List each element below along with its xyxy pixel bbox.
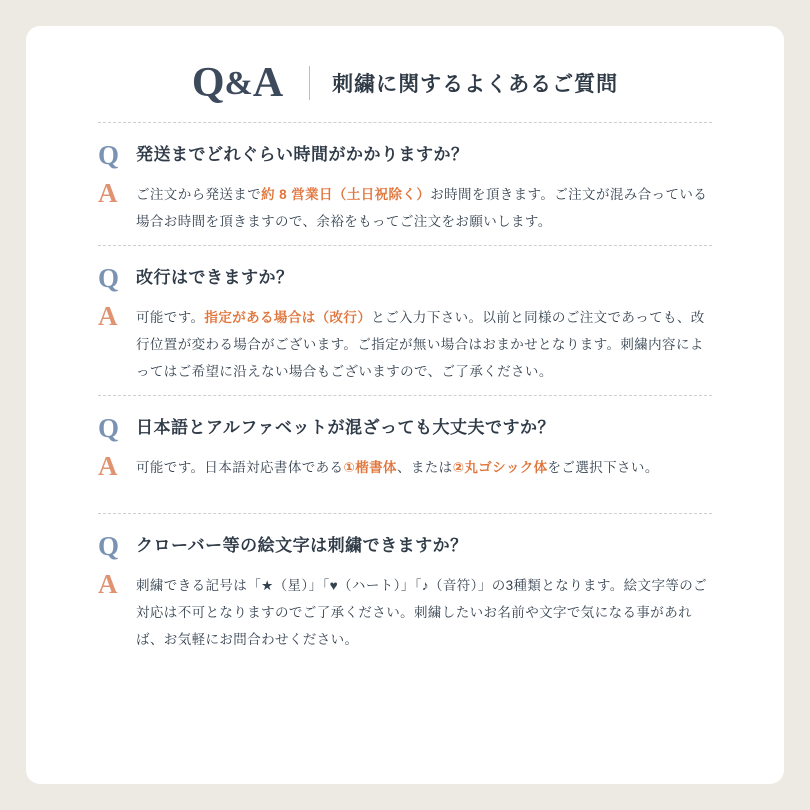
- faq-list: [98, 114, 712, 663]
- faq-answer-text: [136, 452, 712, 481]
- body-text: 、または: [396, 460, 453, 475]
- body-text: お時間を頂きます。ご注文が混み合っている場合お時間を頂きますので、余裕をもってご注文をお願いします。: [136, 187, 708, 229]
- answer-mark-icon: A: [98, 569, 118, 599]
- faq-question-text: クローバー等の絵文字は刺繍できますか？: [136, 536, 468, 555]
- qa-logo-q: Q: [191, 60, 225, 106]
- answer-mark-icon: A: [98, 451, 118, 481]
- section-spacer: [98, 481, 712, 503]
- faq-answer-text: [136, 179, 712, 235]
- faq-question-row: [98, 264, 712, 292]
- body-text: 可能です。日本語対応書体である: [136, 460, 344, 475]
- qa-logo-a: A: [252, 60, 284, 106]
- question-mark-icon: Q: [98, 263, 120, 293]
- body-text: をご選択下さい。: [547, 460, 659, 475]
- faq-answer-row: [98, 570, 712, 653]
- body-text: ご注文から発送まで: [136, 187, 262, 202]
- faq-answer-row: [98, 179, 712, 235]
- highlighted-text: 指定がある場合は（改行）: [204, 310, 372, 325]
- question-mark-icon: Q: [98, 413, 120, 443]
- faq-item: [98, 245, 712, 395]
- answer-mark-icon: A: [98, 301, 118, 331]
- highlighted-text: 約 8 営業日（土日祝除く）: [261, 187, 431, 202]
- qa-logo: [192, 62, 283, 104]
- body-text: 可能です。: [136, 310, 205, 325]
- faq-item: [98, 395, 712, 513]
- faq-question-text: 日本語とアルファベットが混ざっても大丈夫ですか？: [136, 418, 555, 437]
- faq-card: [26, 26, 784, 784]
- faq-question-text: 発送までどれぐらい時間がかかりますか？: [136, 145, 469, 164]
- qa-logo-ampersand: &: [224, 65, 253, 102]
- highlighted-text: ①楷書体: [343, 460, 397, 475]
- body-text: 刺繍できる記号は「★（星）」「♥（ハート）」「♪（音符）」の3種類となります。絵文字等のご対応は不可となりますのでご了承ください。刺繍したいお名前や文字で気になる事があれば、お気軽にお問合わせください。: [136, 578, 708, 647]
- faq-item: [98, 513, 712, 663]
- highlighted-text: ②丸ゴシック体: [452, 460, 548, 475]
- body-text: とご入力下さい。以前と同様のご注文であっても、改行位置が変わる場合がございます。ご指定が無い場合はおまかせとなります。刺繍内容によってはご希望に沿えない場合もございますので、ご了承ください。: [136, 310, 705, 379]
- faq-question-text: 改行はできますか？: [136, 268, 294, 287]
- question-mark-icon: Q: [98, 531, 120, 561]
- faq-item: [98, 122, 712, 245]
- faq-question-row: [98, 141, 712, 169]
- header-divider: [309, 66, 310, 100]
- faq-answer-text: [136, 570, 712, 653]
- page-header: [26, 26, 784, 114]
- faq-question-row: [98, 532, 712, 560]
- faq-question-row: [98, 414, 712, 442]
- faq-answer-text: [136, 302, 712, 385]
- page-title: 刺繍に関するよくあるご質問: [332, 73, 619, 96]
- answer-mark-icon: A: [98, 178, 118, 208]
- faq-answer-row: [98, 302, 712, 385]
- faq-answer-row: [98, 452, 712, 481]
- question-mark-icon: Q: [98, 140, 120, 170]
